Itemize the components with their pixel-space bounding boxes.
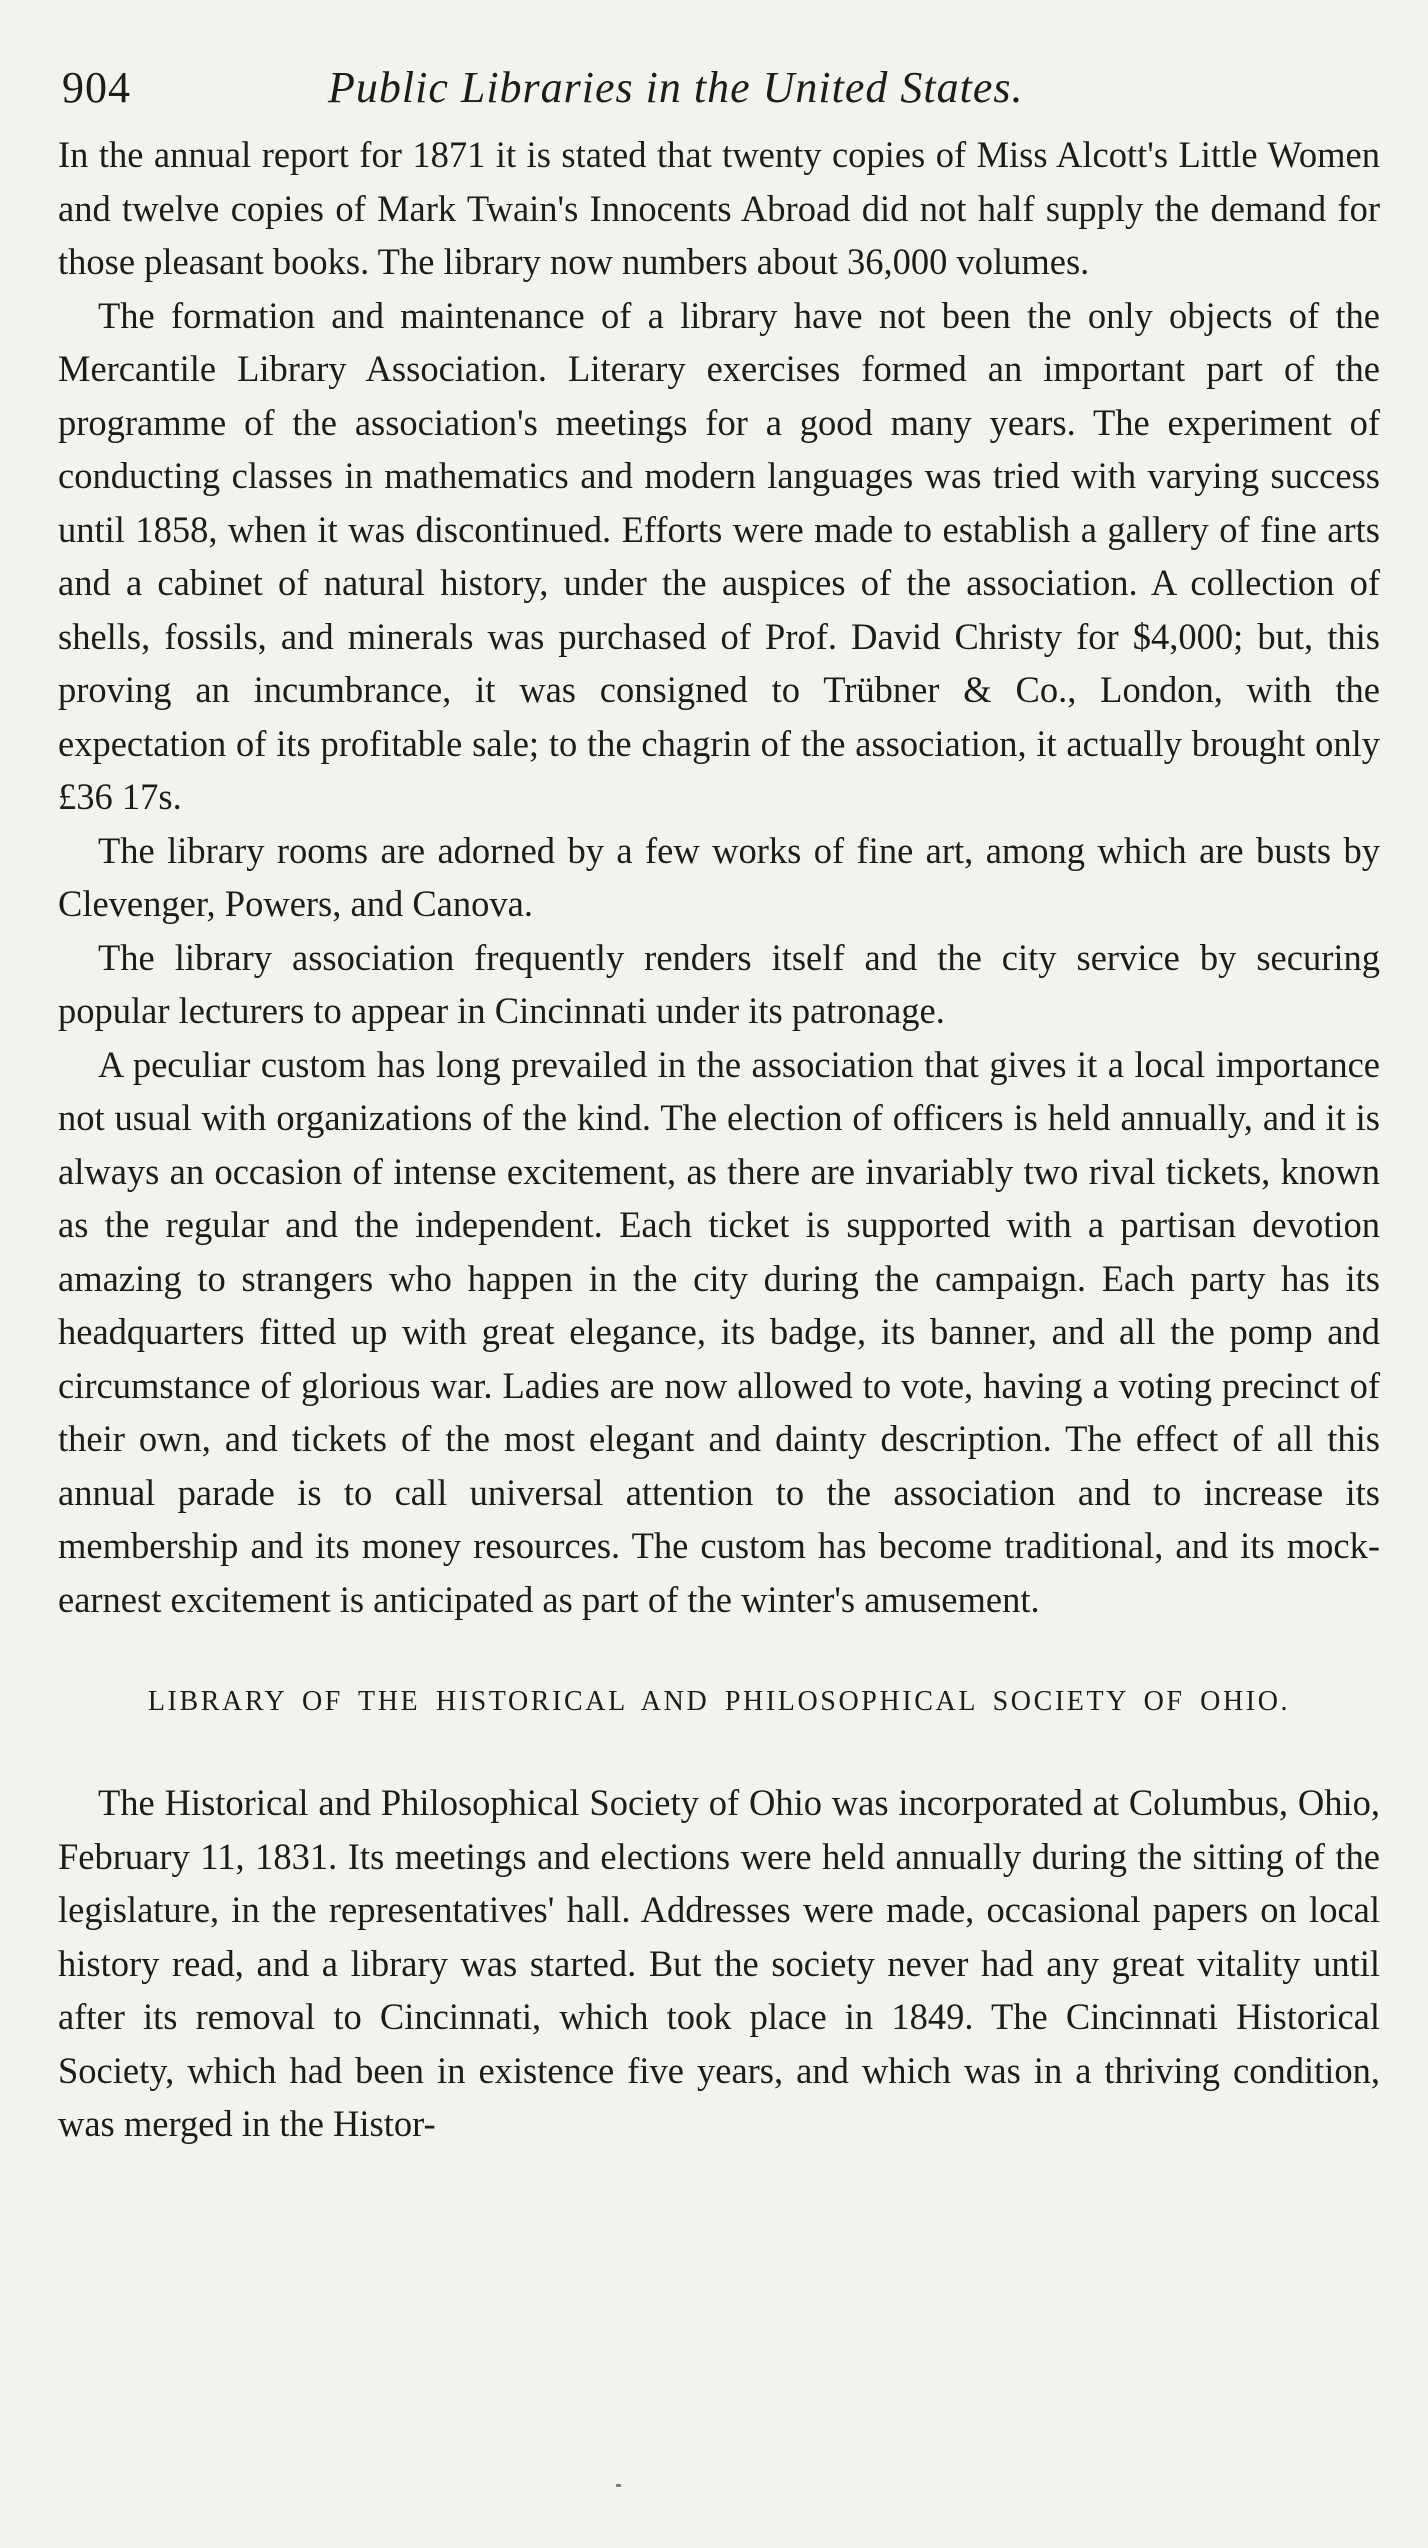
page-number: 904 xyxy=(62,63,131,112)
section-body-text xyxy=(58,1776,1380,2151)
paragraph: In the annual report for 1871 it is stated that twenty copies of Miss Alcott's Little Women and twelve copies of Mark Twain's Innocents Abroad did not half supply the demand for those pleasant books. The library now numbers about 36,000 volumes. xyxy=(58,134,1380,282)
print-mark xyxy=(616,2484,621,2487)
paragraph: The library rooms are adorned by a few works of fine art, among which are busts by Clevenger, Powers, and Canova. xyxy=(58,829,1380,924)
book-page xyxy=(58,48,1380,2151)
paragraph: The library association frequently renders itself and the city service by securing popular lecturers to appear in Cincinnati under its patronage. xyxy=(58,936,1380,1031)
section-heading: LIBRARY OF THE HISTORICAL AND PHILOSOPHICAL SOCIETY OF OHIO. xyxy=(147,1686,1291,1717)
body-text xyxy=(58,128,1380,1626)
paragraph: The Historical and Philosophical Society of Ohio was incorporated at Columbus, Ohio, February 11, 1831. Its meetings and elections were held annually during the sitting of the legislature, in the representatives' hall. Addresses were made, occasional papers on local history read, and a library was started. But the society never had any great vitality until after its removal to Cincinnati, which took place in 1849. The Cincinnati Historical Society, which had been in existence five years, and which was in a thriving condition, was merged in the Histor- xyxy=(58,1782,1380,2144)
paragraph: The formation and maintenance of a library have not been the only objects of the Mercantile Library Association. Literary exercises formed an important part of the programme of the association's meetings for a good many years. The experiment of conducting classes in mathematics and modern languages was tried with varying success until 1858, when it was discontinued. Efforts were made to establish a gallery of fine arts and a cabinet of natural history, under the auspices of the association. A collection of shells, fossils, and minerals was purchased of Prof. David Christy for $4,000; but, this proving an incumbrance, it was consigned to Trübner & Co., London, with the expectation of its profitable sale; to the chagrin of the association, it actually brought only £36 17s. xyxy=(58,294,1380,817)
paragraph: A peculiar custom has long prevailed in the association that gives it a local importance not usual with organizations of the kind. The election of officers is held annually, and it is always an occasion of intense excitement, as there are invariably two rival tickets, known as the regular and the independent. Each ticket is supported with a partisan devotion amazing to strangers who happen in the city during the campaign. Each party has its headquarters fitted up with great elegance, its badge, its banner, and all the pomp and circumstance of glorious war. Ladies are now allowed to vote, having a voting precinct of their own, and tickets of the most elegant and dainty description. The effect of all this annual parade is to call universal attention to the association and to increase its membership and its money resources. The custom has become traditional, and its mock-earnest excitement is anticipated as part of the winter's amusement. xyxy=(58,1043,1380,1620)
page-header xyxy=(58,48,1380,128)
running-title: Public Libraries in the United States. xyxy=(328,63,1024,112)
